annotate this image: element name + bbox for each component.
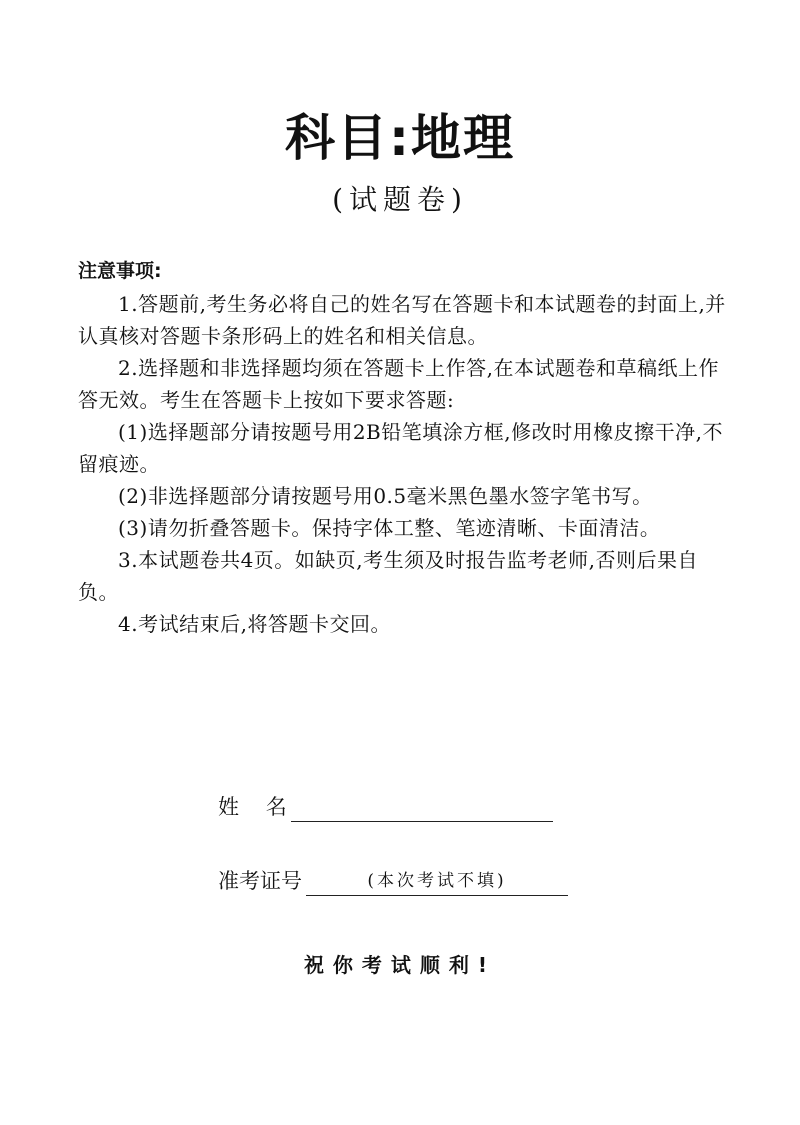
note-item-1: 1.答题前,考生务必将自己的姓名写在答题卡和本试题卷的封面上,并认真核对答题卡条形码上的姓名和相关信息。 bbox=[78, 292, 726, 348]
paper-type-subtitle: (试题卷) bbox=[332, 183, 468, 216]
name-label: 姓 名 bbox=[218, 795, 287, 819]
note-item-2-1: (1)选择题部分请按题号用2B铅笔填涂方框,修改时用橡皮擦干净,不留痕迹。 bbox=[78, 420, 723, 476]
name-field bbox=[218, 792, 553, 822]
note-item-2-3: (3)请勿折叠答题卡。保持字体工整、笔迹清晰、卡面清洁。 bbox=[118, 516, 661, 540]
exam-id-label: 准考证号 bbox=[218, 869, 302, 893]
note-item-2: 2.选择题和非选择题均须在答题卡上作答,在本试题卷和草稿纸上作答无效。考生在答题卡上按如下要求答题: bbox=[78, 356, 719, 412]
note-item-3: 3.本试题卷共4页。如缺页,考生须及时报告监考老师,否则后果自负。 bbox=[78, 548, 699, 604]
notes-list bbox=[78, 288, 726, 640]
subject-title: 科目:地理 bbox=[285, 109, 515, 167]
good-luck-message: 祝你考试顺利! bbox=[303, 953, 497, 977]
name-input-line[interactable] bbox=[291, 793, 553, 822]
note-item-4: 4.考试结束后,将答题卡交回。 bbox=[118, 612, 391, 636]
exam-id-field bbox=[218, 866, 568, 896]
note-item-2-2: (2)非选择题部分请按题号用0.5毫米黑色墨水签字笔书写。 bbox=[118, 484, 653, 508]
exam-id-input-line[interactable]: (本次考试不填) bbox=[306, 867, 568, 896]
notes-heading: 注意事项: bbox=[78, 260, 162, 282]
